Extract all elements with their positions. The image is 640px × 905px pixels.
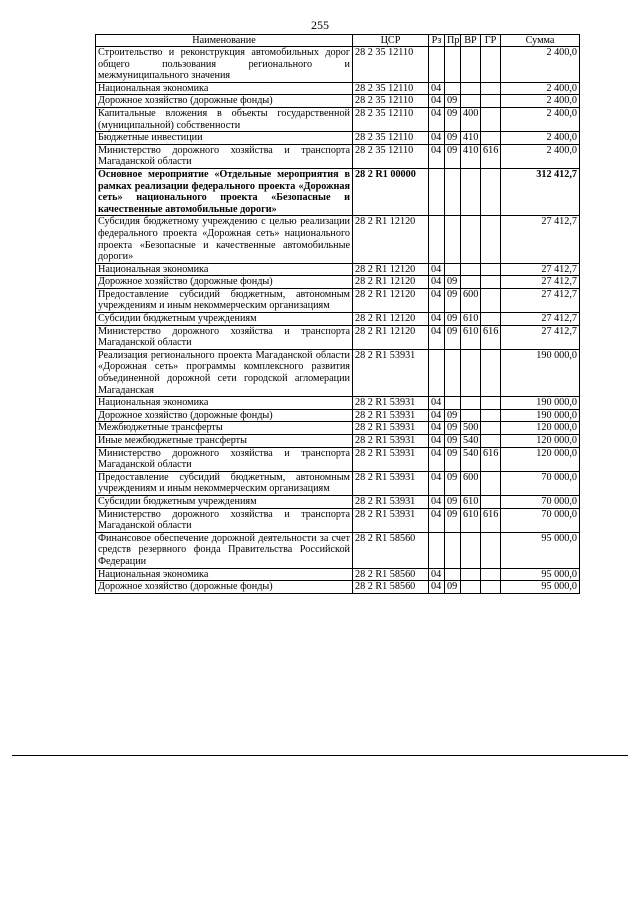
- table-row: [96, 435, 580, 448]
- cell-sum: 120 000,0: [501, 447, 580, 471]
- table-row: [96, 495, 580, 508]
- table-row: [96, 581, 580, 594]
- cell-name: Дорожное хозяйство (дорожные фонды): [96, 95, 353, 108]
- cell-rz: [429, 216, 445, 263]
- cell-csr: 28 2 R1 12120: [353, 216, 429, 263]
- cell-pr: 09: [445, 508, 461, 532]
- header-csr: ЦСР: [353, 35, 429, 47]
- cell-pr: 09: [445, 409, 461, 422]
- cell-pr: [445, 47, 461, 83]
- cell-name: Реализация регионального проекта Магаданской области «Дорожная сеть» программы комплексного развития объединенной дорожной сети городской агломерации Магаданская: [96, 349, 353, 396]
- cell-pr: 09: [445, 447, 461, 471]
- table-row: [96, 422, 580, 435]
- cell-sum: 190 000,0: [501, 349, 580, 396]
- cell-pr: 09: [445, 422, 461, 435]
- cell-gr: [481, 263, 501, 276]
- header-gr: ГР: [481, 35, 501, 47]
- cell-vr: 500: [461, 422, 481, 435]
- cell-sum: 2 400,0: [501, 47, 580, 83]
- cell-sum: 27 412,7: [501, 325, 580, 349]
- table-row: [96, 47, 580, 83]
- cell-vr: [461, 409, 481, 422]
- cell-sum: 95 000,0: [501, 532, 580, 568]
- cell-gr: [481, 288, 501, 312]
- cell-vr: [461, 276, 481, 289]
- cell-pr: 09: [445, 288, 461, 312]
- cell-rz: [429, 532, 445, 568]
- cell-name: Строительство и реконструкция автомобильных дорог общего пользования регионального и межмуниципального значения: [96, 47, 353, 83]
- cell-pr: 09: [445, 435, 461, 448]
- cell-pr: [445, 397, 461, 410]
- header-pr: Пр: [445, 35, 461, 47]
- table-row: [96, 263, 580, 276]
- cell-pr: 09: [445, 313, 461, 326]
- page-number: 255: [311, 18, 329, 32]
- cell-pr: 09: [445, 495, 461, 508]
- cell-name: Дорожное хозяйство (дорожные фонды): [96, 581, 353, 594]
- footer-divider: [12, 755, 628, 756]
- header-name: Наименование: [96, 35, 353, 47]
- cell-rz: 04: [429, 447, 445, 471]
- cell-rz: 04: [429, 288, 445, 312]
- cell-gr: [481, 397, 501, 410]
- cell-csr: 28 2 R1 53931: [353, 495, 429, 508]
- cell-vr: 610: [461, 313, 481, 326]
- cell-csr: 28 2 R1 53931: [353, 435, 429, 448]
- cell-name: Министерство дорожного хозяйства и транспорта Магаданской области: [96, 508, 353, 532]
- cell-sum: 27 412,7: [501, 216, 580, 263]
- cell-csr: 28 2 R1 53931: [353, 409, 429, 422]
- table-row: [96, 168, 580, 215]
- cell-vr: [461, 95, 481, 108]
- cell-name: Финансовое обеспечение дорожной деятельности за счет средств резервного фонда Правительства Российской Федерации: [96, 532, 353, 568]
- cell-sum: 27 412,7: [501, 276, 580, 289]
- cell-csr: 28 2 R1 12120: [353, 276, 429, 289]
- cell-gr: [481, 107, 501, 131]
- cell-pr: [445, 263, 461, 276]
- cell-gr: [481, 168, 501, 215]
- cell-name: Предоставление субсидий бюджетным, автономным учреждениям и иным некоммерческим организациям: [96, 288, 353, 312]
- table-row: [96, 132, 580, 145]
- table-row: [96, 508, 580, 532]
- cell-pr: 09: [445, 581, 461, 594]
- cell-csr: 28 2 R1 58560: [353, 581, 429, 594]
- cell-csr: 28 2 35 12110: [353, 95, 429, 108]
- cell-gr: [481, 435, 501, 448]
- cell-sum: 95 000,0: [501, 568, 580, 581]
- cell-rz: 04: [429, 435, 445, 448]
- cell-vr: 600: [461, 471, 481, 495]
- cell-sum: 120 000,0: [501, 422, 580, 435]
- cell-sum: 2 400,0: [501, 144, 580, 168]
- cell-name: Капитальные вложения в объекты государственной (муниципальной) собственности: [96, 107, 353, 131]
- table-row: [96, 276, 580, 289]
- cell-rz: 04: [429, 581, 445, 594]
- cell-csr: 28 2 R1 00000: [353, 168, 429, 215]
- cell-vr: 610: [461, 495, 481, 508]
- cell-vr: [461, 532, 481, 568]
- cell-name: Предоставление субсидий бюджетным, автономным учреждениям и иным некоммерческим организациям: [96, 471, 353, 495]
- cell-pr: 09: [445, 107, 461, 131]
- cell-rz: 04: [429, 132, 445, 145]
- cell-name: Дорожное хозяйство (дорожные фонды): [96, 409, 353, 422]
- cell-rz: [429, 168, 445, 215]
- cell-sum: 70 000,0: [501, 495, 580, 508]
- cell-name: Министерство дорожного хозяйства и транспорта Магаданской области: [96, 325, 353, 349]
- cell-csr: 28 2 R1 53931: [353, 349, 429, 396]
- cell-vr: [461, 581, 481, 594]
- cell-rz: 04: [429, 276, 445, 289]
- cell-name: Бюджетные инвестиции: [96, 132, 353, 145]
- cell-rz: 04: [429, 107, 445, 131]
- cell-vr: 400: [461, 107, 481, 131]
- cell-name: Дорожное хозяйство (дорожные фонды): [96, 276, 353, 289]
- cell-gr: [481, 581, 501, 594]
- cell-csr: 28 2 R1 12120: [353, 263, 429, 276]
- cell-rz: 04: [429, 471, 445, 495]
- cell-pr: [445, 349, 461, 396]
- cell-vr: 610: [461, 325, 481, 349]
- cell-pr: 09: [445, 471, 461, 495]
- cell-vr: [461, 47, 481, 83]
- header-sum: Сумма: [501, 35, 580, 47]
- cell-rz: 04: [429, 568, 445, 581]
- cell-vr: 540: [461, 435, 481, 448]
- cell-gr: [481, 409, 501, 422]
- cell-gr: [481, 349, 501, 396]
- cell-rz: 04: [429, 409, 445, 422]
- cell-gr: 616: [481, 447, 501, 471]
- cell-csr: 28 2 R1 12120: [353, 325, 429, 349]
- table-row: [96, 313, 580, 326]
- cell-rz: 04: [429, 263, 445, 276]
- cell-sum: 190 000,0: [501, 409, 580, 422]
- cell-rz: 04: [429, 144, 445, 168]
- cell-pr: [445, 532, 461, 568]
- table-row: [96, 397, 580, 410]
- table-row: [96, 288, 580, 312]
- cell-pr: 09: [445, 95, 461, 108]
- cell-vr: 410: [461, 132, 481, 145]
- cell-name: Межбюджетные трансферты: [96, 422, 353, 435]
- cell-name: Министерство дорожного хозяйства и транспорта Магаданской области: [96, 144, 353, 168]
- cell-pr: [445, 168, 461, 215]
- cell-pr: 09: [445, 144, 461, 168]
- cell-csr: 28 2 R1 58560: [353, 568, 429, 581]
- cell-rz: [429, 349, 445, 396]
- cell-sum: 27 412,7: [501, 288, 580, 312]
- cell-rz: 04: [429, 495, 445, 508]
- cell-name: Национальная экономика: [96, 397, 353, 410]
- cell-rz: 04: [429, 508, 445, 532]
- cell-gr: [481, 276, 501, 289]
- cell-vr: 610: [461, 508, 481, 532]
- table-row: [96, 325, 580, 349]
- cell-rz: 04: [429, 325, 445, 349]
- cell-sum: 2 400,0: [501, 95, 580, 108]
- cell-gr: [481, 471, 501, 495]
- table-row: [96, 349, 580, 396]
- cell-sum: 190 000,0: [501, 397, 580, 410]
- cell-gr: [481, 313, 501, 326]
- cell-csr: 28 2 R1 53931: [353, 471, 429, 495]
- cell-gr: 616: [481, 144, 501, 168]
- cell-pr: [445, 568, 461, 581]
- cell-gr: [481, 495, 501, 508]
- table-row: [96, 82, 580, 95]
- cell-rz: 04: [429, 82, 445, 95]
- cell-vr: [461, 568, 481, 581]
- cell-sum: 2 400,0: [501, 107, 580, 131]
- cell-csr: 28 2 R1 53931: [353, 397, 429, 410]
- cell-rz: 04: [429, 95, 445, 108]
- cell-gr: [481, 82, 501, 95]
- cell-sum: 70 000,0: [501, 508, 580, 532]
- cell-name: Национальная экономика: [96, 263, 353, 276]
- cell-sum: 120 000,0: [501, 435, 580, 448]
- cell-sum: 70 000,0: [501, 471, 580, 495]
- cell-name: Национальная экономика: [96, 82, 353, 95]
- table-row: [96, 447, 580, 471]
- cell-gr: [481, 216, 501, 263]
- cell-gr: [481, 47, 501, 83]
- cell-pr: [445, 82, 461, 95]
- cell-name: Субсидии бюджетным учреждениям: [96, 313, 353, 326]
- cell-name: Иные межбюджетные трансферты: [96, 435, 353, 448]
- table-header-row: [96, 35, 580, 47]
- table-row: [96, 216, 580, 263]
- cell-name: Субсидия бюджетному учреждению с целью реализации федерального проекта «Дорожная сеть» национального проекта «Безопасные и качественные автомобильные дороги»: [96, 216, 353, 263]
- cell-sum: 95 000,0: [501, 581, 580, 594]
- cell-vr: [461, 168, 481, 215]
- cell-vr: [461, 397, 481, 410]
- cell-vr: 410: [461, 144, 481, 168]
- cell-csr: 28 2 R1 53931: [353, 447, 429, 471]
- table-row: [96, 95, 580, 108]
- cell-vr: [461, 349, 481, 396]
- table-row: [96, 107, 580, 131]
- cell-pr: 09: [445, 325, 461, 349]
- cell-csr: 28 2 35 12110: [353, 132, 429, 145]
- cell-vr: 540: [461, 447, 481, 471]
- cell-pr: 09: [445, 132, 461, 145]
- cell-gr: [481, 422, 501, 435]
- cell-rz: [429, 47, 445, 83]
- cell-vr: [461, 216, 481, 263]
- cell-sum: 2 400,0: [501, 82, 580, 95]
- cell-pr: 09: [445, 276, 461, 289]
- cell-name: Основное мероприятие «Отдельные мероприятия в рамках реализации федерального проекта «Дорожная сеть» национального проекта «Безопасные и качественные автомобильные дороги»: [96, 168, 353, 215]
- table-body: [96, 47, 580, 594]
- budget-table: [95, 34, 580, 594]
- cell-gr: 616: [481, 508, 501, 532]
- cell-gr: [481, 568, 501, 581]
- cell-sum: 27 412,7: [501, 313, 580, 326]
- table-row: [96, 409, 580, 422]
- cell-csr: 28 2 R1 58560: [353, 532, 429, 568]
- cell-gr: 616: [481, 325, 501, 349]
- table-row: [96, 568, 580, 581]
- cell-name: Национальная экономика: [96, 568, 353, 581]
- cell-gr: [481, 132, 501, 145]
- cell-rz: 04: [429, 313, 445, 326]
- cell-csr: 28 2 R1 53931: [353, 508, 429, 532]
- cell-csr: 28 2 R1 53931: [353, 422, 429, 435]
- cell-csr: 28 2 35 12110: [353, 47, 429, 83]
- cell-csr: 28 2 35 12110: [353, 144, 429, 168]
- cell-rz: 04: [429, 397, 445, 410]
- cell-sum: 2 400,0: [501, 132, 580, 145]
- header-rz: Рз: [429, 35, 445, 47]
- cell-csr: 28 2 R1 12120: [353, 288, 429, 312]
- cell-pr: [445, 216, 461, 263]
- cell-csr: 28 2 35 12110: [353, 82, 429, 95]
- cell-csr: 28 2 R1 12120: [353, 313, 429, 326]
- cell-name: Субсидии бюджетным учреждениям: [96, 495, 353, 508]
- cell-gr: [481, 95, 501, 108]
- cell-vr: [461, 82, 481, 95]
- table-row: [96, 471, 580, 495]
- cell-gr: [481, 532, 501, 568]
- cell-csr: 28 2 35 12110: [353, 107, 429, 131]
- header-vr: ВР: [461, 35, 481, 47]
- cell-sum: 27 412,7: [501, 263, 580, 276]
- table-row: [96, 144, 580, 168]
- cell-rz: 04: [429, 422, 445, 435]
- cell-name: Министерство дорожного хозяйства и транспорта Магаданской области: [96, 447, 353, 471]
- cell-vr: [461, 263, 481, 276]
- table-row: [96, 532, 580, 568]
- cell-sum: 312 412,7: [501, 168, 580, 215]
- cell-vr: 600: [461, 288, 481, 312]
